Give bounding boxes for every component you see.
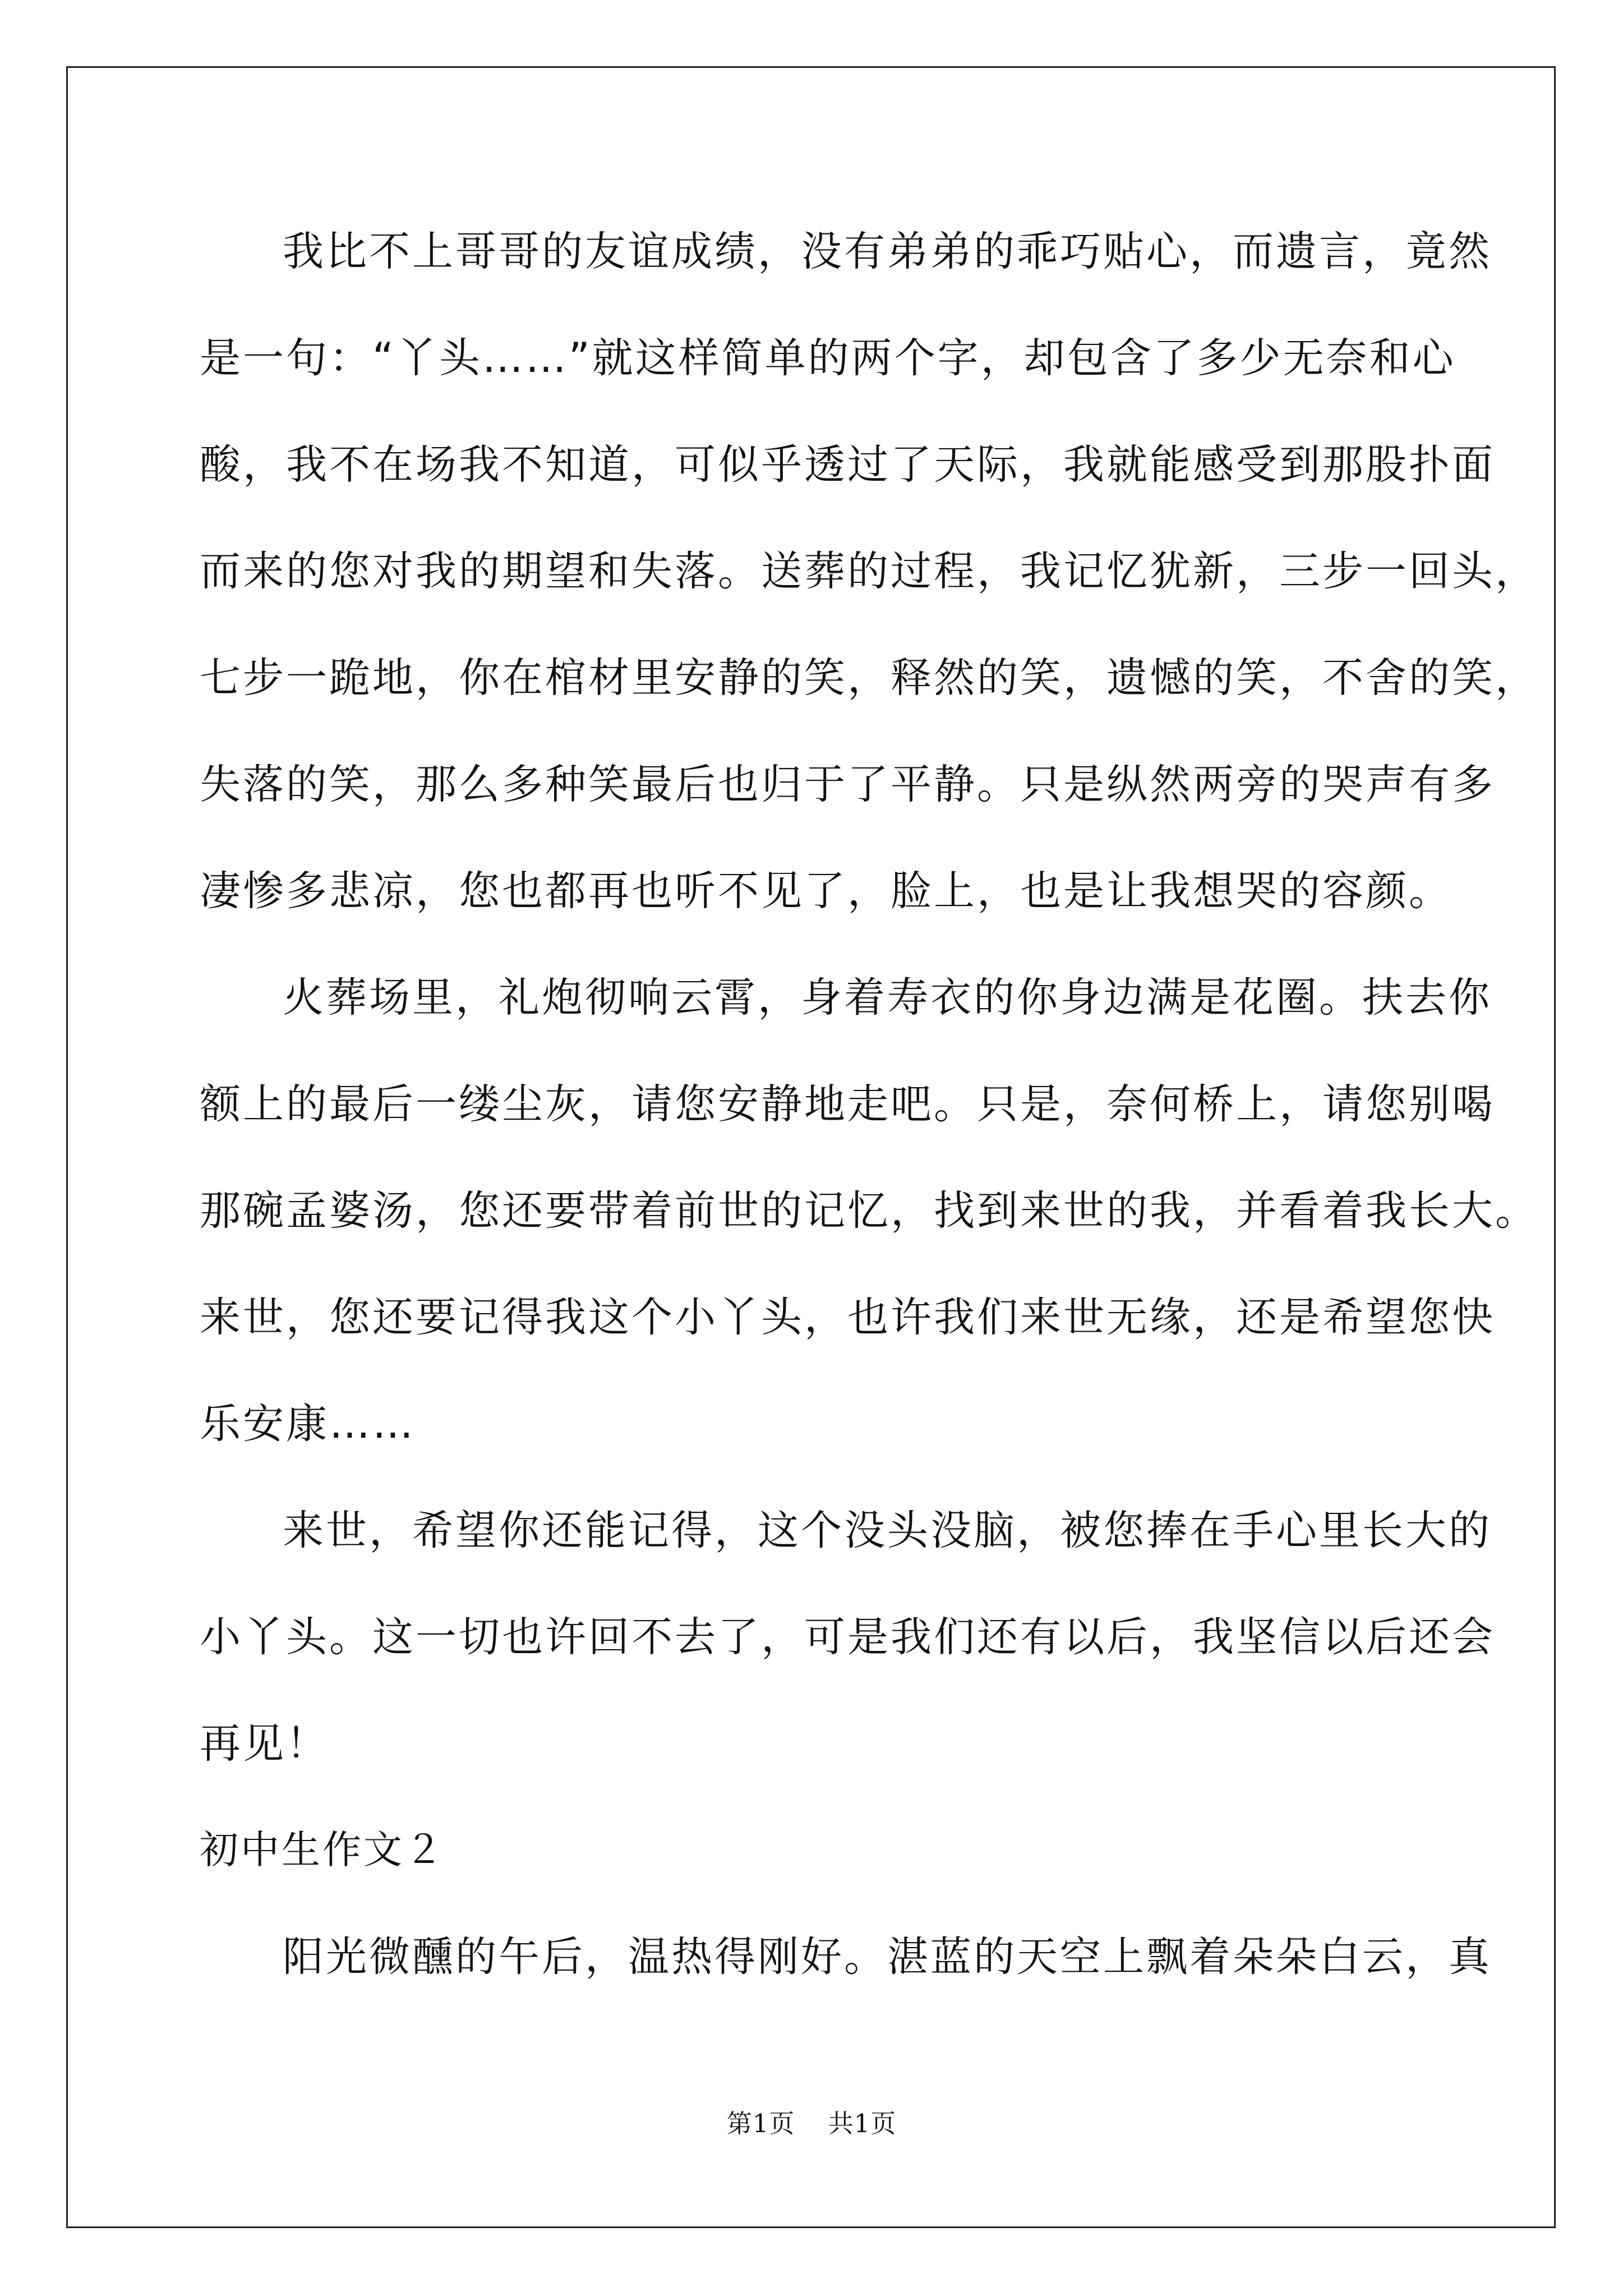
- page-footer: [0, 2103, 1623, 2139]
- text-line: 而来的您对我的期望和失落。送葬的过程，我记忆犹新，三步一回头，: [200, 547, 1538, 595]
- text-line: 小丫头。这一切也许回不去了，可是我们还有以后，我坚信以后还会: [200, 1613, 1495, 1661]
- text-line: 是一句：“丫头……”就这样简单的两个字，却包含了多少无奈和心: [200, 334, 1456, 382]
- text-line: 凄惨多悲凉，您也都再也听不见了，脸上，也是让我想哭的容颜。: [200, 867, 1452, 915]
- paragraph-3: [200, 1497, 1495, 1816]
- text-line: 七步一跪地，你在棺材里安静的笑，释然的笑，遗憾的笑，不舍的笑，: [200, 654, 1538, 702]
- text-line: 乐安康……: [200, 1400, 416, 1448]
- section-title: 初中生作文２: [200, 1828, 445, 1872]
- text-line: 酸，我不在场我不知道，可似乎透过了天际，我就能感受到那股扑面: [200, 441, 1495, 489]
- text-line: 来世，希望你还能记得，这个没头没脑，被您捧在手心里长大的: [283, 1507, 1492, 1554]
- paragraph-1: [200, 218, 1538, 964]
- paragraph-4: [200, 1923, 1492, 2030]
- page-total: 共1页: [828, 2109, 897, 2138]
- document-body: [200, 218, 1538, 2030]
- text-line: 那碗孟婆汤，您还要带着前世的记忆，找到来世的我，并看着我长大。: [200, 1187, 1538, 1235]
- text-line: 额上的最后一缕尘灰，请您安静地走吧。只是，奈何桥上，请您别喝: [200, 1080, 1495, 1128]
- text-line: 火葬场里，礼炮彻响云霄，身着寿衣的你身边满是花圈。扶去你: [283, 974, 1492, 1022]
- paragraph-2: [200, 964, 1538, 1497]
- page-number: 第1页: [726, 2109, 795, 2138]
- text-line: 阳光微醺的午后，温热得刚好。湛蓝的天空上飘着朵朵白云，真: [283, 1933, 1492, 1981]
- text-line: 失落的笑，那么多种笑最后也归于了平静。只是纵然两旁的哭声有多: [200, 761, 1495, 808]
- text-line: 来世，您还要记得我这个小丫头，也许我们来世无缘，还是希望您快: [200, 1294, 1495, 1341]
- text-line: 再见！: [200, 1720, 329, 1768]
- text-line: 我比不上哥哥的友谊成绩，没有弟弟的乖巧贴心，而遗言，竟然: [283, 228, 1492, 275]
